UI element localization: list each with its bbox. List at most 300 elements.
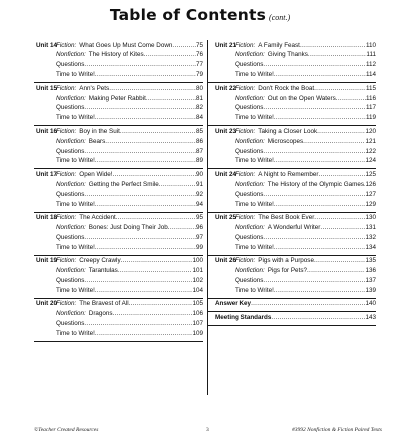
toc-entry[interactable] xyxy=(208,285,376,297)
entry-title xyxy=(56,214,116,222)
dot-leader xyxy=(84,148,196,156)
toc-entry[interactable] xyxy=(208,232,376,242)
entry-genre: Fiction: xyxy=(235,84,256,92)
entry-page: 111 xyxy=(366,51,376,59)
toc-entry[interactable] xyxy=(208,146,376,156)
entry-text: What Goes Up Must Come Down xyxy=(79,41,173,49)
toc-entry[interactable] xyxy=(34,126,203,136)
dot-leader xyxy=(300,42,366,50)
entry-page: 121 xyxy=(365,137,376,145)
entry-page: 87 xyxy=(195,147,203,155)
dot-leader xyxy=(105,138,196,146)
entry-text: The Bravest of All xyxy=(79,300,129,308)
entry-page: 131 xyxy=(365,223,376,231)
entry-genre: Fiction: xyxy=(56,127,77,135)
toc-entry[interactable] xyxy=(34,299,203,309)
toc-entry[interactable] xyxy=(208,199,376,211)
dot-leader xyxy=(120,128,196,136)
toc-unit xyxy=(208,126,376,169)
entry-genre: Fiction: xyxy=(235,127,256,135)
entry-title xyxy=(235,42,300,50)
entry-page: 102 xyxy=(192,276,203,284)
entry-page: 107 xyxy=(192,320,203,328)
entry-text: Questions xyxy=(235,61,264,69)
entry-page: 91 xyxy=(195,180,203,188)
entry-genre: Fiction: xyxy=(56,257,77,265)
entry-page: 132 xyxy=(365,233,376,241)
entry-text: Taking a Closer Look xyxy=(258,127,318,135)
dot-leader xyxy=(314,257,366,265)
entry-text: Questions xyxy=(56,147,85,155)
dot-leader xyxy=(84,61,196,69)
toc-entry[interactable] xyxy=(208,222,376,232)
entry-title xyxy=(235,51,308,59)
entry-text: Time to Write! xyxy=(235,114,274,122)
dot-leader xyxy=(95,201,196,209)
entry-genre: Fiction: xyxy=(235,257,256,265)
dot-leader xyxy=(84,191,196,199)
entry-title xyxy=(235,171,319,179)
entry-title xyxy=(56,267,118,275)
entry-genre: Nonfiction: xyxy=(56,267,86,275)
toc-entry[interactable] xyxy=(34,136,203,146)
entry-page: 122 xyxy=(365,147,376,155)
entry-title xyxy=(56,51,144,59)
entry-text: Time to Write! xyxy=(56,157,95,165)
entry-text: Questions xyxy=(56,320,85,328)
dot-leader xyxy=(113,171,196,179)
dot-leader xyxy=(95,287,193,295)
dot-leader xyxy=(274,71,366,79)
unit-number: Unit 16 xyxy=(36,127,57,135)
entry-title xyxy=(56,128,120,136)
entry-text: Time to Write! xyxy=(235,200,274,208)
entry-title xyxy=(56,330,95,338)
toc-unit xyxy=(208,83,376,126)
entry-text: Giving Thanks xyxy=(267,51,308,59)
entry-title xyxy=(56,277,84,285)
dot-leader xyxy=(336,95,366,103)
toc-entry[interactable] xyxy=(34,309,203,319)
toc-unit xyxy=(34,213,203,256)
entry-page: 97 xyxy=(195,233,203,241)
entry-text: Questions xyxy=(235,190,264,198)
entry-title xyxy=(56,157,95,165)
entry-genre: Nonfiction: xyxy=(235,94,265,102)
dot-leader xyxy=(320,224,365,232)
entry-title xyxy=(56,257,121,265)
entry-title xyxy=(235,214,314,222)
unit-number: Unit 19 xyxy=(36,257,57,265)
toc-entry[interactable] xyxy=(208,275,376,285)
entry-genre: Nonfiction: xyxy=(235,223,265,231)
entry-page: 129 xyxy=(365,200,376,208)
entry-title xyxy=(235,277,263,285)
dot-leader xyxy=(84,234,196,242)
dot-leader xyxy=(274,157,366,165)
toc-entry[interactable] xyxy=(208,256,376,266)
entry-title xyxy=(235,138,303,146)
toc-entry[interactable] xyxy=(34,83,203,93)
toc-entry[interactable] xyxy=(208,242,376,254)
entry-page: 75 xyxy=(195,41,203,49)
entry-genre: Nonfiction: xyxy=(56,180,86,188)
entry-text: Out on the Open Waters xyxy=(267,94,336,102)
entry-title xyxy=(56,171,113,179)
entry-page: 76 xyxy=(195,51,203,59)
dot-leader xyxy=(314,85,366,93)
entry-genre: Nonfiction: xyxy=(235,51,265,59)
entry-page: 100 xyxy=(192,257,203,265)
toc-entry[interactable] xyxy=(208,179,376,189)
entry-page: 139 xyxy=(365,286,376,294)
entry-title xyxy=(56,138,105,146)
entry-title xyxy=(235,95,336,103)
entry-page: 77 xyxy=(195,61,203,69)
entry-genre: Fiction: xyxy=(56,170,77,178)
entry-title xyxy=(56,234,84,242)
toc-entry[interactable] xyxy=(34,40,203,50)
entry-page: 104 xyxy=(192,286,203,294)
toc-entry[interactable] xyxy=(34,113,203,125)
entry-text: Questions xyxy=(56,276,85,284)
dot-leader xyxy=(271,314,365,322)
entry-title xyxy=(56,201,95,209)
toc-entry[interactable] xyxy=(34,189,203,199)
entry-title xyxy=(235,157,274,165)
dot-leader xyxy=(263,277,365,285)
toc-entry[interactable] xyxy=(208,70,376,82)
dot-leader xyxy=(116,214,196,222)
entry-text: Bones: Just Doing Their Job xyxy=(88,223,168,231)
dot-leader xyxy=(95,71,196,79)
dot-leader xyxy=(317,128,365,136)
footer-book-title: #3992 Nonfiction & Fiction Paired Texts xyxy=(292,427,382,433)
unit-number: Unit 14 xyxy=(36,41,57,49)
dot-leader xyxy=(129,300,193,308)
entry-title xyxy=(56,42,172,50)
unit-number: Unit 26 xyxy=(215,257,236,265)
entry-page: 130 xyxy=(365,214,376,221)
entry-title xyxy=(235,287,274,295)
entry-text: Questions xyxy=(235,233,264,241)
entry-text: A Family Feast xyxy=(258,41,300,49)
entry-text: Bears xyxy=(88,137,106,145)
dot-leader xyxy=(121,257,193,265)
entry-page: 125 xyxy=(365,170,376,178)
entry-text: The History of the Olympic Games xyxy=(267,180,364,188)
entry-text: Making Peter Rabbit xyxy=(88,94,146,102)
toc-entry[interactable] xyxy=(208,156,376,168)
entry-title xyxy=(56,104,84,112)
entry-genre: Fiction: xyxy=(56,214,77,221)
entry-title xyxy=(235,61,263,69)
entry-title xyxy=(56,224,168,232)
dot-leader xyxy=(95,157,196,165)
entry-text: A Wonderful Writer xyxy=(267,223,321,231)
entry-title xyxy=(235,267,307,275)
toc-unit xyxy=(34,83,203,126)
entry-title xyxy=(56,61,84,69)
entry-title xyxy=(235,128,317,136)
entry-title xyxy=(235,244,274,252)
entry-text: Pigs for Pets? xyxy=(267,267,307,275)
toc-entry[interactable] xyxy=(208,299,376,311)
entry-title xyxy=(235,257,314,265)
entry-title xyxy=(235,104,263,112)
toc-entry[interactable] xyxy=(208,60,376,70)
entry-text: Questions xyxy=(235,104,264,112)
entry-genre: Nonfiction: xyxy=(56,310,86,318)
toc-entry[interactable] xyxy=(34,275,203,285)
unit-number: Unit 24 xyxy=(215,170,236,178)
toc-entry[interactable] xyxy=(208,113,376,125)
entry-title xyxy=(56,310,113,318)
entry-title xyxy=(56,148,84,156)
entry-page: 137 xyxy=(365,276,376,284)
entry-genre: Fiction: xyxy=(235,170,256,178)
toc-entry[interactable] xyxy=(34,169,203,179)
dot-leader xyxy=(95,114,196,122)
entry-genre: Fiction: xyxy=(56,300,77,308)
entry-page: 89 xyxy=(195,157,203,165)
toc-entry[interactable] xyxy=(208,266,376,276)
entry-page: 143 xyxy=(365,313,376,321)
entry-page: 134 xyxy=(365,243,376,251)
toc-unit xyxy=(34,299,203,342)
dot-leader xyxy=(172,42,196,50)
dot-leader xyxy=(263,61,366,69)
entry-page: 109 xyxy=(192,329,203,337)
dot-leader xyxy=(109,85,196,93)
toc-extra xyxy=(208,299,376,312)
toc-entry[interactable] xyxy=(34,319,203,329)
toc-entry[interactable] xyxy=(208,213,376,223)
dot-leader xyxy=(308,51,367,59)
entry-text: Creepy Crawly xyxy=(79,257,121,265)
toc-unit xyxy=(34,40,203,83)
entry-genre: Nonfiction: xyxy=(56,223,86,231)
toc-entry[interactable] xyxy=(208,93,376,103)
dot-leader xyxy=(144,51,196,59)
entry-text: Questions xyxy=(56,104,85,112)
toc-unit xyxy=(208,169,376,212)
toc-entry[interactable] xyxy=(34,103,203,113)
toc-entry[interactable] xyxy=(34,222,203,232)
unit-number: Unit 21 xyxy=(215,41,236,49)
toc-entry[interactable] xyxy=(208,189,376,199)
entry-genre: Fiction: xyxy=(56,41,77,49)
toc-unit xyxy=(208,213,376,256)
toc-entry[interactable] xyxy=(208,103,376,113)
footer-publisher: ©Teacher Created Resources xyxy=(34,427,99,433)
toc-unit xyxy=(34,126,203,169)
entry-genre: Nonfiction: xyxy=(56,51,86,59)
entry-text: Questions xyxy=(56,61,85,69)
entry-page: 112 xyxy=(365,61,376,69)
toc-entry[interactable] xyxy=(208,312,376,324)
entry-text: Time to Write! xyxy=(56,200,95,208)
entry-title xyxy=(235,114,274,122)
toc-left-column xyxy=(34,40,203,342)
toc-unit xyxy=(208,40,376,83)
entry-text: Pigs with a Purpose xyxy=(258,257,314,265)
dot-leader xyxy=(303,138,365,146)
toc-entry[interactable] xyxy=(34,156,203,168)
entry-page: 90 xyxy=(195,170,203,178)
entry-genre: Nonfiction: xyxy=(235,267,265,275)
entry-title xyxy=(56,300,129,308)
toc-entry[interactable] xyxy=(34,242,203,254)
toc-entry[interactable] xyxy=(208,169,376,179)
entry-title xyxy=(235,201,274,209)
entry-text: Meeting Standards xyxy=(215,313,272,321)
dot-leader xyxy=(168,224,196,232)
entry-genre: Fiction: xyxy=(56,84,77,92)
entry-text: Questions xyxy=(235,147,264,155)
entry-page: 84 xyxy=(195,114,203,122)
dot-leader xyxy=(263,104,366,112)
entry-text: Microscopes xyxy=(267,137,304,145)
toc-entry[interactable] xyxy=(34,256,203,266)
entry-text: Questions xyxy=(235,276,264,284)
entry-text: Boy in the Suit xyxy=(79,127,120,135)
entry-page: 110 xyxy=(365,41,376,49)
entry-title xyxy=(56,114,95,122)
dot-leader xyxy=(263,148,365,156)
dot-leader xyxy=(113,310,193,318)
entry-text: Time to Write! xyxy=(56,243,95,251)
entry-text: Time to Write! xyxy=(235,71,274,79)
entry-page: 119 xyxy=(365,114,376,122)
entry-title xyxy=(56,320,84,328)
entry-title xyxy=(56,85,109,93)
entry-title xyxy=(235,148,263,156)
entry-title xyxy=(235,224,320,232)
dot-leader xyxy=(84,320,192,328)
dot-leader xyxy=(274,287,366,295)
entry-text: The Accident xyxy=(79,214,116,221)
entry-text: Time to Write! xyxy=(235,243,274,251)
entry-text: Questions xyxy=(56,233,85,241)
footer-page-number: 3 xyxy=(206,427,209,433)
entry-page: 86 xyxy=(195,137,203,145)
toc-unit xyxy=(34,256,203,299)
dot-leader xyxy=(95,330,193,338)
toc-entry[interactable] xyxy=(34,328,203,340)
entry-text: Time to Write! xyxy=(56,286,95,294)
entry-page: 79 xyxy=(195,71,203,79)
entry-page: 115 xyxy=(365,84,376,92)
entry-page: 101 xyxy=(192,267,203,275)
entry-title xyxy=(235,85,314,93)
entry-title xyxy=(56,181,159,189)
toc-entry[interactable] xyxy=(208,126,376,136)
entry-page: 105 xyxy=(192,300,203,308)
toc-unit xyxy=(34,169,203,212)
entry-page: 96 xyxy=(195,223,203,231)
entry-page: 94 xyxy=(195,200,203,208)
entry-text: Time to Write! xyxy=(235,286,274,294)
entry-text: Time to Write! xyxy=(56,329,95,337)
dot-leader xyxy=(274,201,366,209)
entry-title xyxy=(235,191,263,199)
dot-leader xyxy=(159,181,196,189)
dot-leader xyxy=(263,234,365,242)
dot-leader xyxy=(263,191,365,199)
entry-text: Time to Write! xyxy=(56,114,95,122)
toc-entry[interactable] xyxy=(34,146,203,156)
entry-text: Questions xyxy=(56,190,85,198)
dot-leader xyxy=(314,214,365,222)
entry-text: Dragons xyxy=(88,310,113,318)
entry-title xyxy=(235,71,274,79)
entry-text: Time to Write! xyxy=(56,71,95,79)
toc-unit xyxy=(208,256,376,299)
entry-page: 124 xyxy=(365,157,376,165)
toc-entry[interactable] xyxy=(208,50,376,60)
entry-page: 127 xyxy=(365,190,376,198)
dot-leader xyxy=(274,244,366,252)
entry-title xyxy=(56,287,95,295)
toc-entry[interactable] xyxy=(34,70,203,82)
page-title xyxy=(0,6,400,25)
toc-entry[interactable] xyxy=(34,285,203,297)
toc-entry[interactable] xyxy=(208,136,376,146)
entry-page: 117 xyxy=(365,104,376,112)
toc-entry[interactable] xyxy=(34,93,203,103)
entry-page: 116 xyxy=(365,94,376,102)
entry-page: 120 xyxy=(365,127,376,135)
entry-title xyxy=(56,244,95,252)
entry-text: Getting the Perfect Smile xyxy=(88,180,159,188)
entry-page: 135 xyxy=(365,257,376,265)
entry-genre: Nonfiction: xyxy=(235,137,265,145)
dot-leader xyxy=(274,114,366,122)
title-cont: (cont.) xyxy=(269,13,291,22)
toc-entry[interactable] xyxy=(34,179,203,189)
entry-text: A Night to Remember xyxy=(258,170,319,178)
entry-genre: Fiction: xyxy=(235,41,256,49)
entry-page: 99 xyxy=(195,243,203,251)
entry-genre: Nonfiction: xyxy=(56,137,86,145)
toc-entry[interactable] xyxy=(208,83,376,93)
toc-entry[interactable] xyxy=(34,232,203,242)
entry-page: 126 xyxy=(365,180,376,188)
unit-number: Unit 22 xyxy=(215,84,236,92)
unit-number: Unit 20 xyxy=(36,300,57,308)
toc-right-column xyxy=(207,40,376,395)
toc-entry[interactable] xyxy=(34,199,203,211)
dot-leader xyxy=(146,95,196,103)
toc-entry[interactable] xyxy=(34,213,203,223)
entry-genre: Fiction: xyxy=(235,214,256,221)
entry-text: Answer Key xyxy=(215,300,252,308)
entry-text: Don't Rock the Boat xyxy=(258,84,315,92)
entry-page: 80 xyxy=(195,84,203,92)
entry-page: 106 xyxy=(192,310,203,318)
dot-leader xyxy=(95,244,196,252)
entry-title xyxy=(235,234,263,242)
entry-text: Open Wide! xyxy=(79,170,113,178)
toc-entry[interactable] xyxy=(34,50,203,60)
toc-entry[interactable] xyxy=(34,266,203,276)
entry-text: Ann's Pets xyxy=(79,84,110,92)
dot-leader xyxy=(319,171,366,179)
entry-page: 136 xyxy=(365,267,376,275)
toc-entry[interactable] xyxy=(208,40,376,50)
toc-entry[interactable] xyxy=(34,60,203,70)
